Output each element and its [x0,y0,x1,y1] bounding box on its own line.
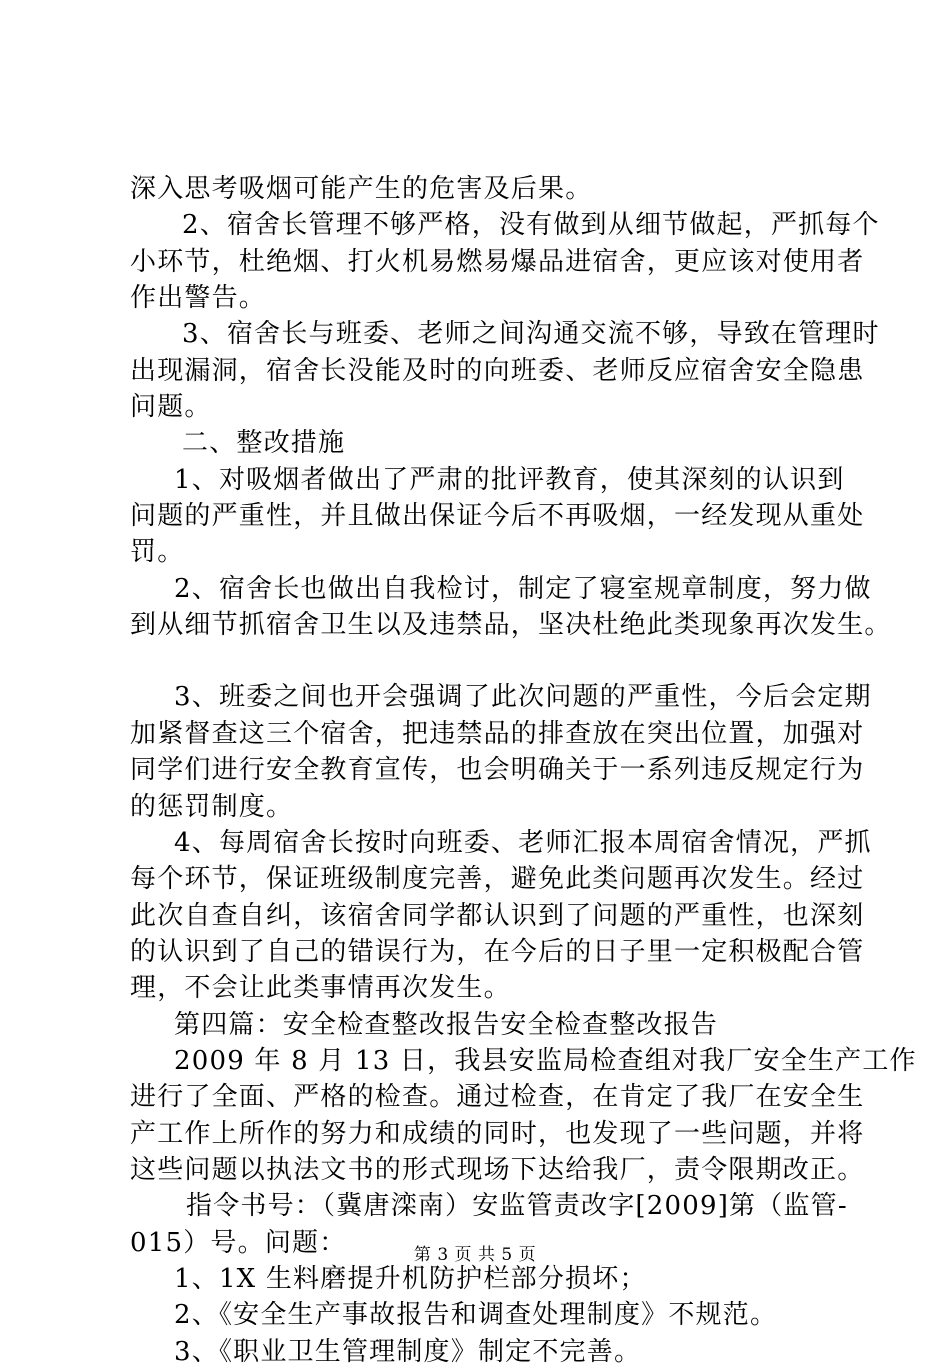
text-line: 2、宿舍长管理不够严格，没有做到从细节做起，严抓每个 [182,210,880,241]
text-line: 产工作上所作的努力和成绩的同时，也发现了一些问题，并将 [130,1118,865,1149]
text-line: 进行了全面、严格的检查。通过检查，在肯定了我厂在安全生 [130,1082,865,1113]
text-line: 问题。 [130,392,212,423]
section-heading: 二、整改措施 [182,428,346,459]
blank-line [130,643,850,679]
text-line: 加紧督查这三个宿舍，把违禁品的排查放在突出位置，加强对 [130,718,865,749]
text-line: 出现漏洞，宿舍长没能及时的向班委、老师反应宿舍安全隐患 [130,355,865,386]
list-item: 2、《安全生产事故报告和调查处理制度》不规范。 [174,1300,778,1331]
text-line: 的惩罚制度。 [130,791,294,822]
text-line: 3、宿舍长与班委、老师之间沟通交流不够，导致在管理时 [182,319,880,350]
text-line: 015）号。问题： [130,1227,347,1258]
text-line: 2009 年 8 月 13 日，我县安监局检查组对我厂安全生产工作 [174,1045,917,1076]
page-footer: 第 3 页 共 5 页 [413,1245,537,1265]
text-line: 同学们进行安全教育宣传，也会明确关于一系列违反规定行为 [130,755,865,786]
text-line: 这些问题以执法文书的形式现场下达给我厂，责令限期改正。 [130,1154,865,1185]
text-line: 4、每周宿舍长按时向班委、老师汇报本周宿舍情况，严抓 [174,827,872,858]
text-line: 此次自查自纠，该宿舍同学都认识到了问题的严重性，也深刻 [130,900,865,931]
text-line: 到从细节抓宿舍卫生以及违禁品，坚决杜绝此类现象再次发生。 [130,610,892,641]
text-line: 小环节，杜绝烟、打火机易燃易爆品进宿舍，更应该对使用者 [130,246,865,277]
text-line: 2、宿舍长也做出自我检讨，制定了寝室规章制度，努力做 [174,573,872,604]
document-body [130,171,917,1370]
text-line: 深入思考吸烟可能产生的危害及后果。 [130,174,593,204]
text-line: 每个环节，保证班级制度完善，避免此类问题再次发生。经过 [130,864,865,895]
list-item: 1、1X 生料磨提升机防护栏部分损坏； [174,1263,647,1294]
text-line: 作出警告。 [130,283,267,314]
section-heading: 第四篇：安全检查整改报告安全检查整改报告 [174,1009,719,1040]
text-line: 3、班委之间也开会强调了此次问题的严重性，今后会定期 [174,682,872,713]
list-item: 3、《职业卫生管理制度》制定不完善。 [174,1336,642,1367]
text-line: 问题的严重性，并且做出保证今后不再吸烟，一经发现从重处 [130,501,865,532]
text-line: 1、对吸烟者做出了严肃的批评教育，使其深刻的认识到 [174,464,845,495]
text-line: 罚。 [130,537,185,568]
text-line: 的认识到了自己的错误行为，在今后的日子里一定积极配合管 [130,936,865,967]
text-line: 指令书号：（冀唐滦南）安监管责改字[2009]第（监管- [186,1191,848,1222]
text-line: 理，不会让此类事情再次发生。 [130,973,511,1004]
